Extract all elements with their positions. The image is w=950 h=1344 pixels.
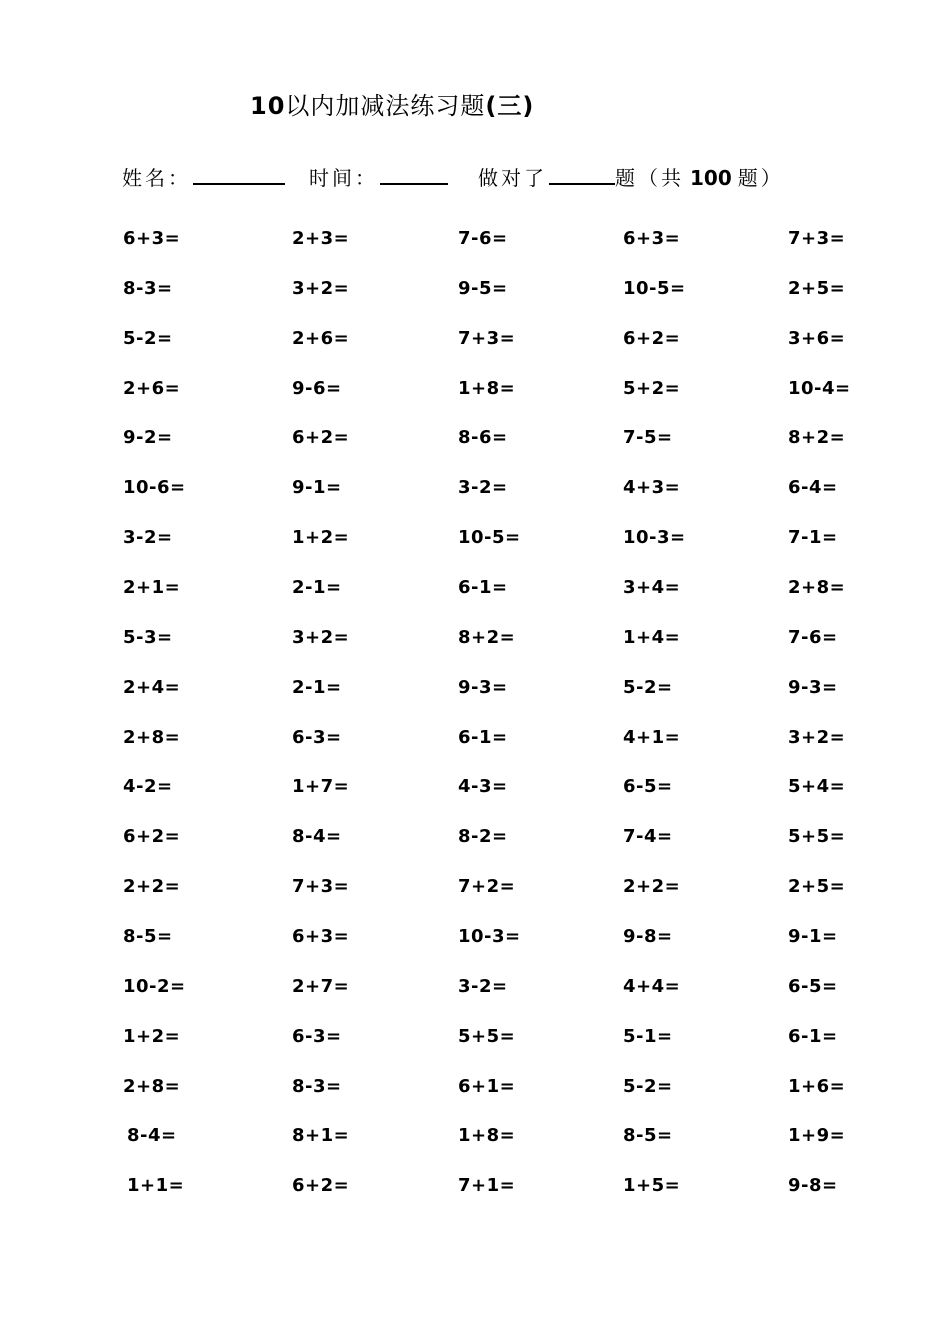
time-blank xyxy=(380,165,448,185)
time-label: 时间： xyxy=(309,166,378,190)
problem-item: 5+4= xyxy=(788,776,846,798)
problem-item: 7-6= xyxy=(788,626,838,648)
problem-item: 7-5= xyxy=(623,427,673,449)
problem-item: 2+2= xyxy=(623,876,681,898)
name-label: 姓名： xyxy=(122,166,191,190)
problem-item: 7+3= xyxy=(458,327,516,349)
problem-item: 10-6= xyxy=(123,477,186,499)
problem-item: 9-8= xyxy=(623,925,673,947)
problem-item: 6+2= xyxy=(623,327,681,349)
problem-item: 3+2= xyxy=(788,726,846,748)
title-text: 以内加减法练习题 xyxy=(285,92,486,120)
problem-item: 4+1= xyxy=(623,726,681,748)
problem-item: 2+5= xyxy=(788,277,846,299)
problem-item: 9-8= xyxy=(788,1175,838,1197)
problem-item: 5-2= xyxy=(623,1075,673,1097)
problem-item: 9-2= xyxy=(123,427,173,449)
problem-item: 1+7= xyxy=(292,776,350,798)
problem-item: 6+3= xyxy=(123,228,181,249)
problem-item: 6-5= xyxy=(623,776,673,798)
problem-item: 8-2= xyxy=(458,826,508,848)
problem-item: 6-1= xyxy=(458,577,508,598)
problem-item: 5-2= xyxy=(623,676,673,698)
problem-item: 10-2= xyxy=(123,975,186,997)
problem-item: 6+2= xyxy=(123,826,181,848)
problem-item: 5-3= xyxy=(123,626,173,648)
problem-item: 2-1= xyxy=(292,676,342,698)
problem-item: 3+2= xyxy=(292,277,350,299)
problem-item: 9-3= xyxy=(788,676,838,698)
name-blank xyxy=(193,165,285,185)
problem-item: 1+6= xyxy=(788,1075,846,1097)
problem-item: 8-6= xyxy=(458,427,508,449)
problem-item: 2+2= xyxy=(123,876,181,898)
problem-item: 1+2= xyxy=(292,527,350,549)
problem-item: 4+3= xyxy=(623,477,681,499)
problem-item: 10-3= xyxy=(623,527,686,549)
problem-item: 2+8= xyxy=(788,577,846,598)
problem-item: 7+2= xyxy=(458,876,516,898)
problem-item: 6+2= xyxy=(292,427,350,449)
problem-item: 1+8= xyxy=(458,377,516,399)
problem-item: 6+2= xyxy=(292,1175,350,1197)
problem-item: 1+8= xyxy=(458,1125,516,1147)
problem-item: 3-2= xyxy=(458,975,508,997)
title-number: 10 xyxy=(250,92,286,120)
problem-item: 6-4= xyxy=(788,477,838,499)
problem-item: 1+4= xyxy=(623,626,681,648)
problem-item: 8-3= xyxy=(292,1075,342,1097)
problem-item: 2+6= xyxy=(292,327,350,349)
problem-item: 10-5= xyxy=(458,527,521,549)
problem-item: 4-2= xyxy=(123,776,173,798)
problem-item: 2+7= xyxy=(292,975,350,997)
problem-item: 7-1= xyxy=(788,527,838,549)
problem-item: 2+5= xyxy=(788,876,846,898)
problem-item: 6-3= xyxy=(292,1025,342,1047)
problem-item: 5-1= xyxy=(623,1025,673,1047)
problem-item: 4-3= xyxy=(458,776,508,798)
problem-item: 2+3= xyxy=(292,228,350,249)
problem-item: 1+1= xyxy=(127,1175,185,1197)
problem-item: 1+9= xyxy=(788,1125,846,1147)
problem-item: 9-5= xyxy=(458,277,508,299)
problem-item: 8-4= xyxy=(127,1125,177,1147)
problem-item: 10-4= xyxy=(788,377,851,399)
problem-item: 7+3= xyxy=(788,228,846,249)
problem-item: 7-6= xyxy=(458,228,508,249)
problem-item: 9-1= xyxy=(788,925,838,947)
problem-item: 3-2= xyxy=(123,527,173,549)
done-label: 做对了 xyxy=(478,166,547,190)
total-count: 100 xyxy=(690,166,732,190)
problem-item: 5+2= xyxy=(623,377,681,399)
problem-item: 8+2= xyxy=(788,427,846,449)
problem-item: 6-3= xyxy=(292,726,342,748)
problem-item: 2+8= xyxy=(123,1075,181,1097)
problem-item: 10-5= xyxy=(623,277,686,299)
problem-item: 2+1= xyxy=(123,577,181,598)
problem-item: 2+8= xyxy=(123,726,181,748)
problem-item: 3+6= xyxy=(788,327,846,349)
problem-item: 1+5= xyxy=(623,1175,681,1197)
problem-item: 7+1= xyxy=(458,1175,516,1197)
problem-item: 4+4= xyxy=(623,975,681,997)
problem-item: 9-6= xyxy=(292,377,342,399)
problem-item: 8-5= xyxy=(623,1125,673,1147)
problem-item: 2+6= xyxy=(123,377,181,399)
problem-item: 8-4= xyxy=(292,826,342,848)
problem-item: 8+1= xyxy=(292,1125,350,1147)
problem-item: 8-5= xyxy=(123,925,173,947)
problem-item: 5-2= xyxy=(123,327,173,349)
problem-item: 6+1= xyxy=(458,1075,516,1097)
problem-item: 8-3= xyxy=(123,277,173,299)
problem-item: 6-1= xyxy=(458,726,508,748)
problem-item: 3+2= xyxy=(292,626,350,648)
worksheet-header xyxy=(122,162,784,191)
problem-item: 5+5= xyxy=(458,1025,516,1047)
problem-item: 6+3= xyxy=(623,228,681,249)
end-label: 题） xyxy=(737,166,784,190)
ti-label: 题（共 xyxy=(615,166,684,190)
problem-item: 6-5= xyxy=(788,975,838,997)
problem-item: 6-1= xyxy=(788,1025,838,1047)
problem-item: 3-2= xyxy=(458,477,508,499)
problem-item: 9-3= xyxy=(458,676,508,698)
title-suffix: (三) xyxy=(485,92,535,120)
problem-item: 1+2= xyxy=(123,1025,181,1047)
problem-item: 9-1= xyxy=(292,477,342,499)
problem-item: 7-4= xyxy=(623,826,673,848)
problem-item: 5+5= xyxy=(788,826,846,848)
problem-item: 6+3= xyxy=(292,925,350,947)
problem-item: 2+4= xyxy=(123,676,181,698)
problem-item: 10-3= xyxy=(458,925,521,947)
problem-item: 8+2= xyxy=(458,626,516,648)
done-blank xyxy=(549,165,615,185)
page-title xyxy=(250,86,534,121)
problem-item: 7+3= xyxy=(292,876,350,898)
problem-item: 2-1= xyxy=(292,577,342,598)
problem-item: 3+4= xyxy=(623,577,681,598)
